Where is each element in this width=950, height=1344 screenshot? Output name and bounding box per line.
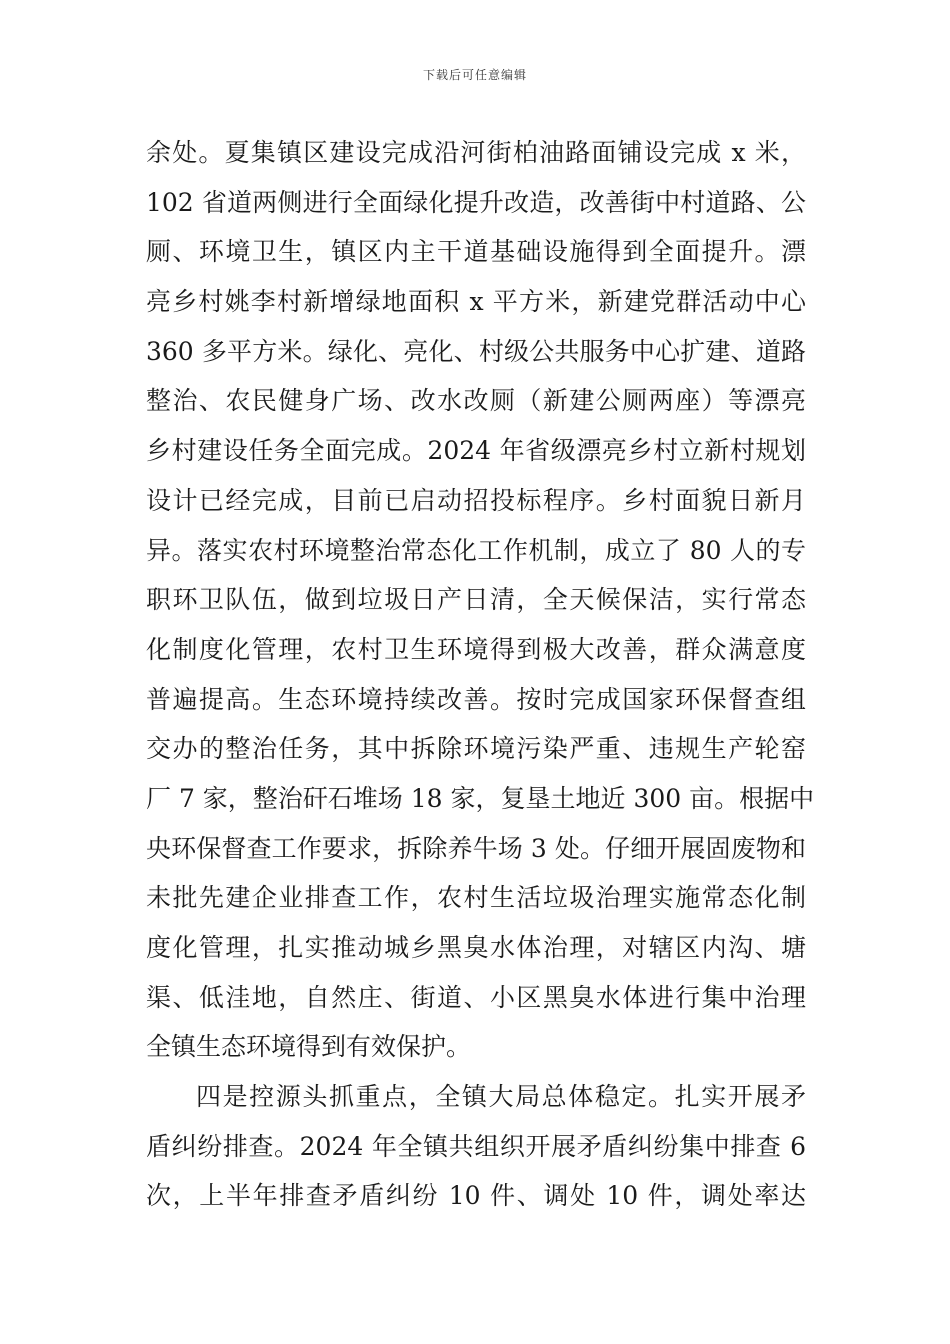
text-line: 102 省道两侧进行全面绿化提升改造，改善街中村道路、公 [146,187,806,217]
text-line: 交办的整治任务，其中拆除环境污染严重、违规生产轮窑 [146,734,806,764]
text-line: 亮乡村姚李村新增绿地面积 x 平方米，新建党群活动中心 [146,287,806,317]
text-line: 全镇生态环境得到有效保护。 [146,1032,472,1062]
text-line: 央环保督查工作要求，拆除养牛场 3 处。仔细开展固废物和 [146,833,806,863]
text-line: 度化管理，扎实推动城乡黑臭水体治理，对辖区内沟、塘 [146,933,806,962]
text-line: 次，上半年排查矛盾纠纷 10 件、调处 10 件，调处率达 [146,1181,806,1211]
text-line: 厕、环境卫生，镇区内主干道基础设施得到全面提升。漂 [146,237,806,267]
page-header-caption: 下载后可任意编辑 [422,68,527,82]
text-line: 四是控源头抓重点，全镇大局总体稳定。扎实开展矛 [196,1082,806,1112]
text-line: 设计已经完成，目前已启动招投标程序。乡村面貌日新月 [146,485,806,515]
text-line: 360 多平方米。绿化、亮化、村级公共服务中心扩建、道路 [146,336,806,366]
text-line: 化制度化管理，农村卫生环境得到极大改善，群众满意度 [146,634,806,664]
text-line: 职环卫队伍，做到垃圾日产日清，全天候保洁，实行常态 [146,585,806,615]
text-line: 厂 7 家，整治矸石堆场 18 家，复垦土地近 300 亩。根据中 [146,783,815,813]
text-line: 异。落实农村环境整治常态化工作机制，成立了 80 人的专 [146,535,806,565]
text-line: 普遍提高。生态环境持续改善。按时完成国家环保督查组 [146,684,806,714]
text-line: 渠、低洼地，自然庄、街道、小区黑臭水体进行集中治理 [146,982,806,1012]
text-line: 整治、农民健身广场、改水改厕（新建公厕两座）等漂亮 [146,386,806,416]
text-line: 盾纠纷排查。2024 年全镇共组织开展矛盾纠纷集中排查 6 [146,1131,806,1161]
text-line: 未批先建企业排查工作，农村生活垃圾治理实施常态化制 [146,883,806,913]
text-line: 乡村建设任务全面完成。2024 年省级漂亮乡村立新村规划 [146,436,806,466]
document-body [146,128,815,1221]
text-line: 余处。夏集镇区建设完成沿河街柏油路面铺设完成 x 米， [146,138,806,167]
